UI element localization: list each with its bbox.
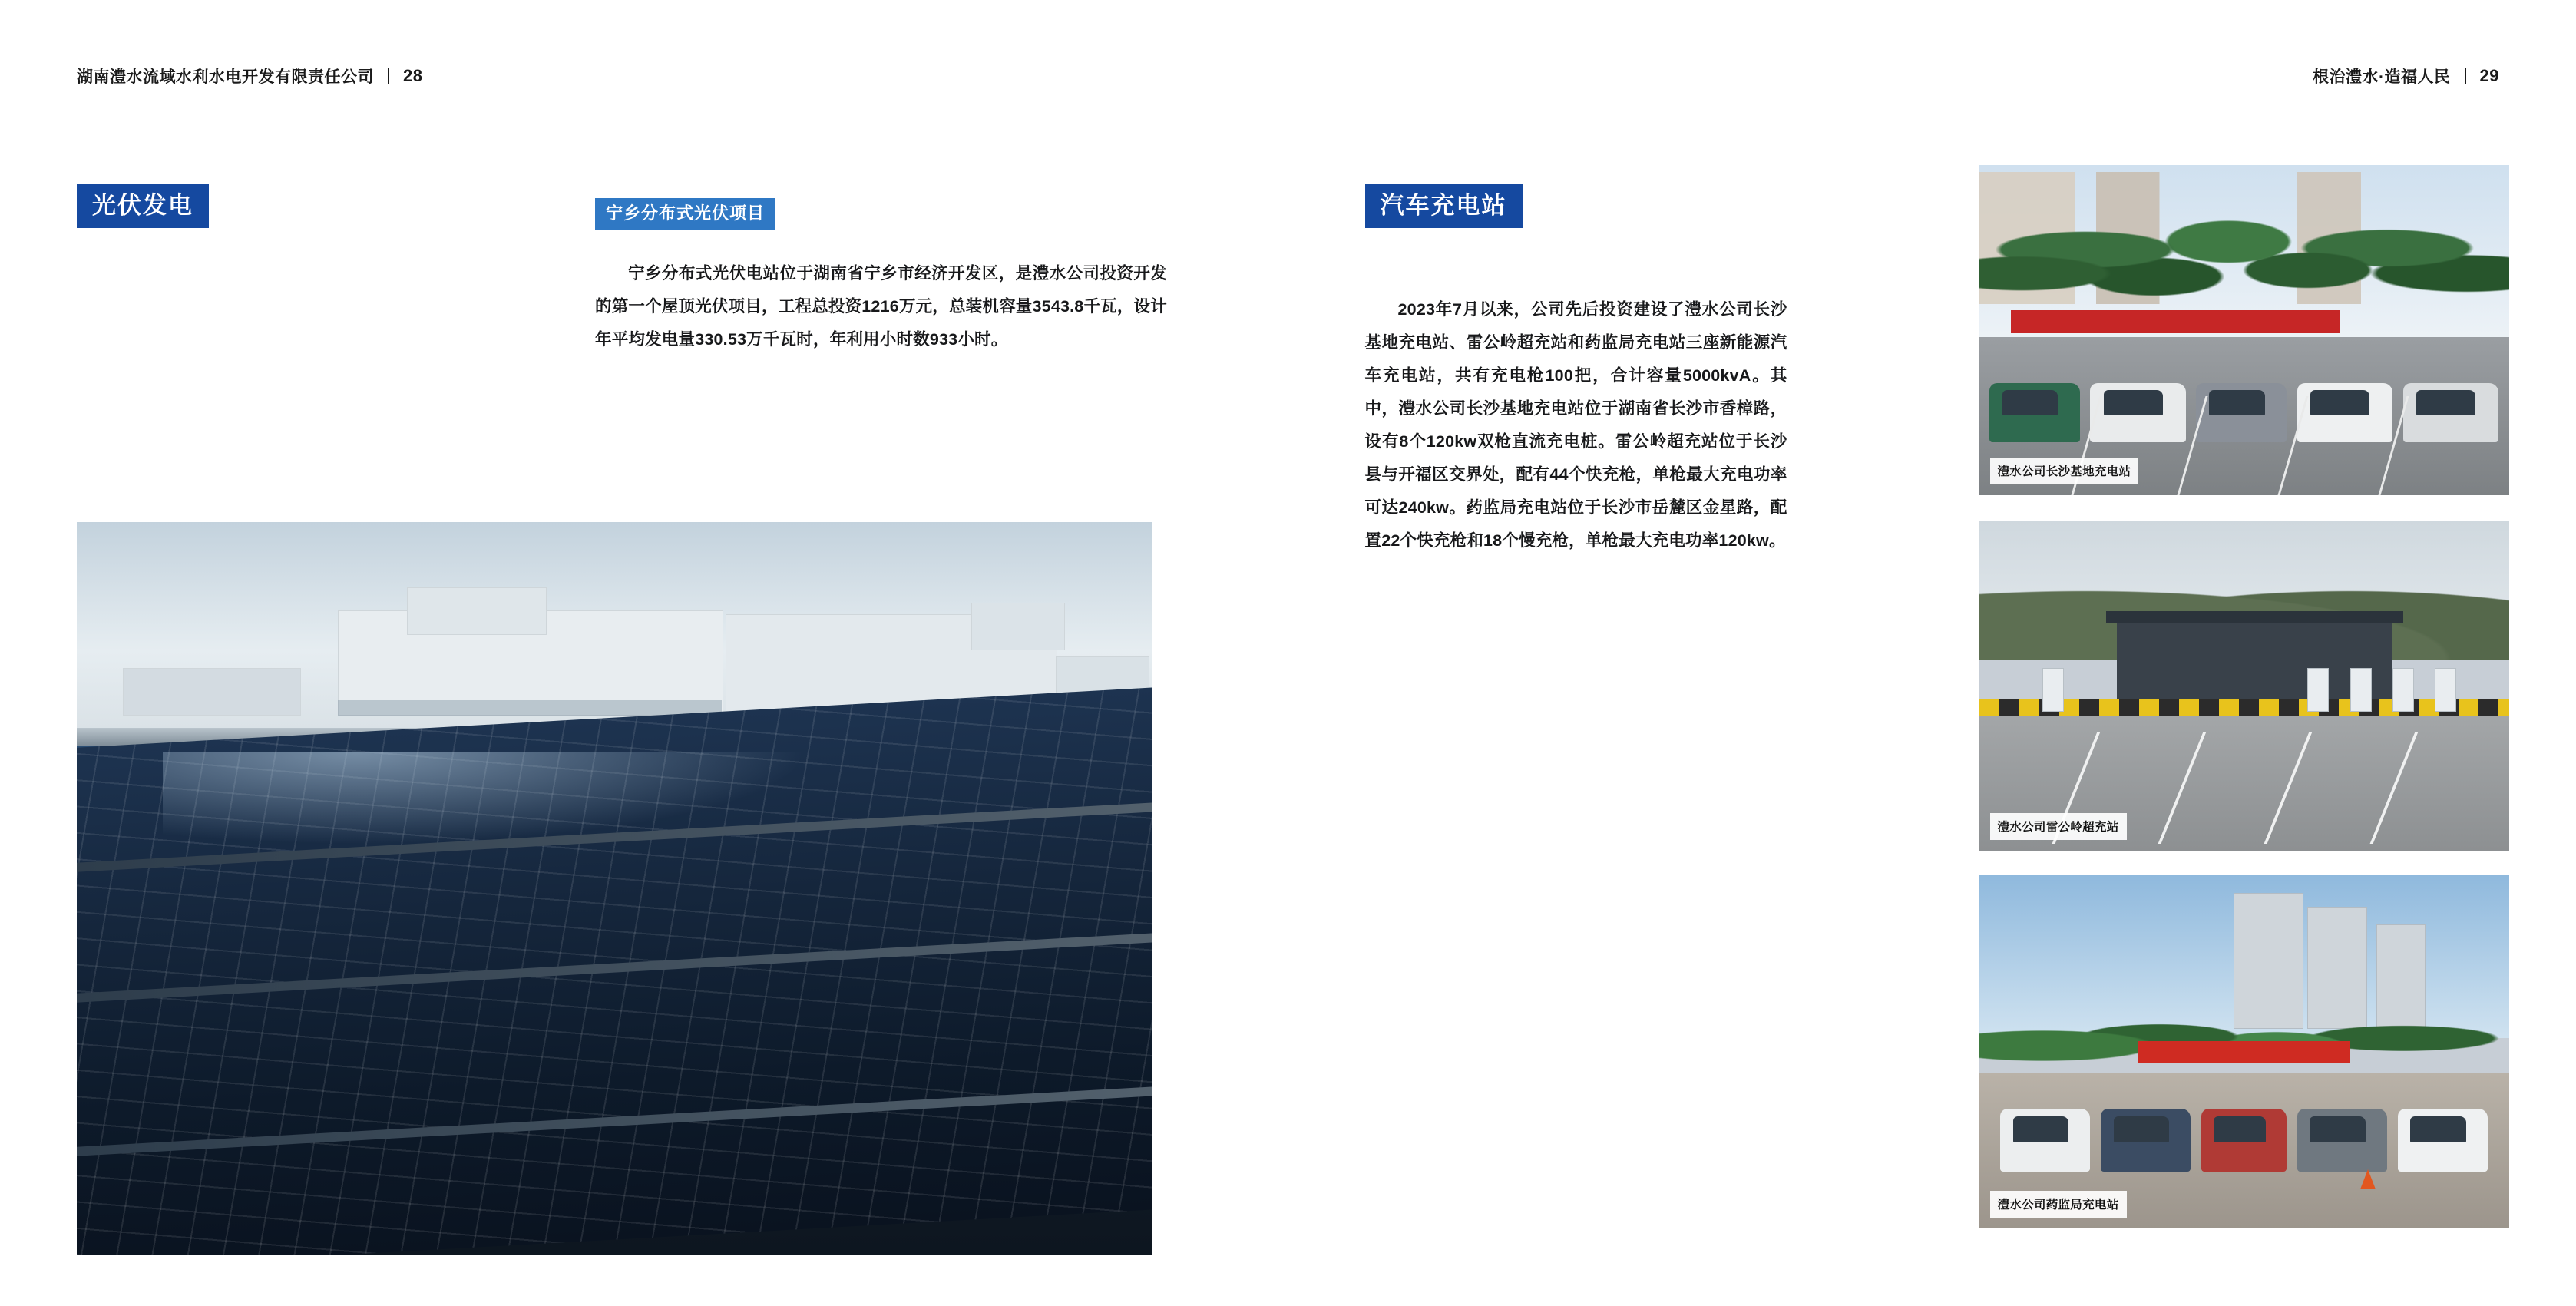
photo-charging-post (2307, 668, 2329, 713)
photo-caption: 澧水公司雷公岭超充站 (1990, 813, 2127, 840)
photo-red-banner (2138, 1041, 2350, 1063)
photo-charging-post (2435, 668, 2456, 713)
photo-caption: 澧水公司长沙基地充电站 (1990, 458, 2139, 484)
photo-car (2101, 1109, 2191, 1172)
running-head-left-text: 湖南澧水流域水利水电开发有限责任公司 (77, 68, 374, 86)
paragraph-text: 宁乡分布式光伏电站位于湖南省宁乡市经济开发区，是澧水公司投资开发的第一个屋顶光伏项目，工程总投资1216万元，总装机容量3543.8千瓦，设计年平均发电量330.53万千瓦时，年利用小时数933小时。 (595, 264, 1167, 349)
photo-car (2090, 383, 2185, 442)
paragraph-text: 2023年7月以来，公司先后投资建设了澧水公司长沙基地充电站、雷公岭超充站和药监局充电站三座新能源汽车充电站，共有充电枪100把，合计容量5000kvA。其中，澧水公司长沙基地充电站位于湖南省长沙市香樟路，设有8个120kw双枪直流充电桩。雷公岭超充站位于长沙县与开福区交界处，配有44个快充枪，单枪最大充电功率可达240kw。药监局充电站位于长沙市岳麓区金星路，配置22个快充枪和18个慢充枪，单枪最大充电功率120kw。 (1364, 300, 1787, 550)
photo-car (2403, 383, 2498, 442)
photo-changsha-base-charging-station (1979, 165, 2509, 495)
running-head-divider (388, 68, 389, 84)
page-number-right: 29 (2479, 66, 2499, 85)
photo-solar-rooftop-array (77, 522, 1152, 1255)
photo-drug-administration-charging-station (1979, 875, 2509, 1228)
photo-leigongling-supercharging-station (1979, 521, 2509, 851)
photo-charging-post (2042, 668, 2064, 713)
photo-car (2000, 1109, 2090, 1172)
photo-caption: 澧水公司药监局充电站 (1990, 1191, 2127, 1218)
section-title-photovoltaic: 光伏发电 (77, 184, 209, 228)
photo-building (407, 587, 547, 635)
page-number-left: 28 (403, 66, 423, 85)
section-title-ev-charging-station: 汽车充电站 (1365, 184, 1523, 228)
photo-building (971, 603, 1065, 650)
photo-building (123, 668, 301, 716)
running-head-right-text: 根治澧水·造福人民 (2313, 68, 2451, 86)
photo-car (2196, 383, 2286, 442)
subsection-title-ningxiang-project: 宁乡分布式光伏项目 (595, 198, 775, 230)
body-paragraph-photovoltaic (595, 257, 1167, 356)
running-head-right (2313, 64, 2499, 88)
photo-car (2398, 1109, 2488, 1172)
photo-car (2297, 1109, 2387, 1172)
body-paragraph-ev-charging (1365, 293, 1787, 557)
photo-traffic-cone (2360, 1169, 2376, 1189)
photo-car (1989, 383, 2079, 442)
photo-building-shadow (338, 700, 722, 716)
running-head-divider (2465, 68, 2466, 84)
right-page (1288, 0, 2576, 1306)
running-head-left (77, 64, 422, 88)
photo-car (2297, 383, 2392, 442)
photo-car (2201, 1109, 2286, 1172)
photo-red-banner (2011, 310, 2340, 333)
photo-charging-post (2350, 668, 2372, 713)
photo-solar-panels (77, 683, 1152, 1255)
photo-charging-post (2392, 668, 2414, 713)
